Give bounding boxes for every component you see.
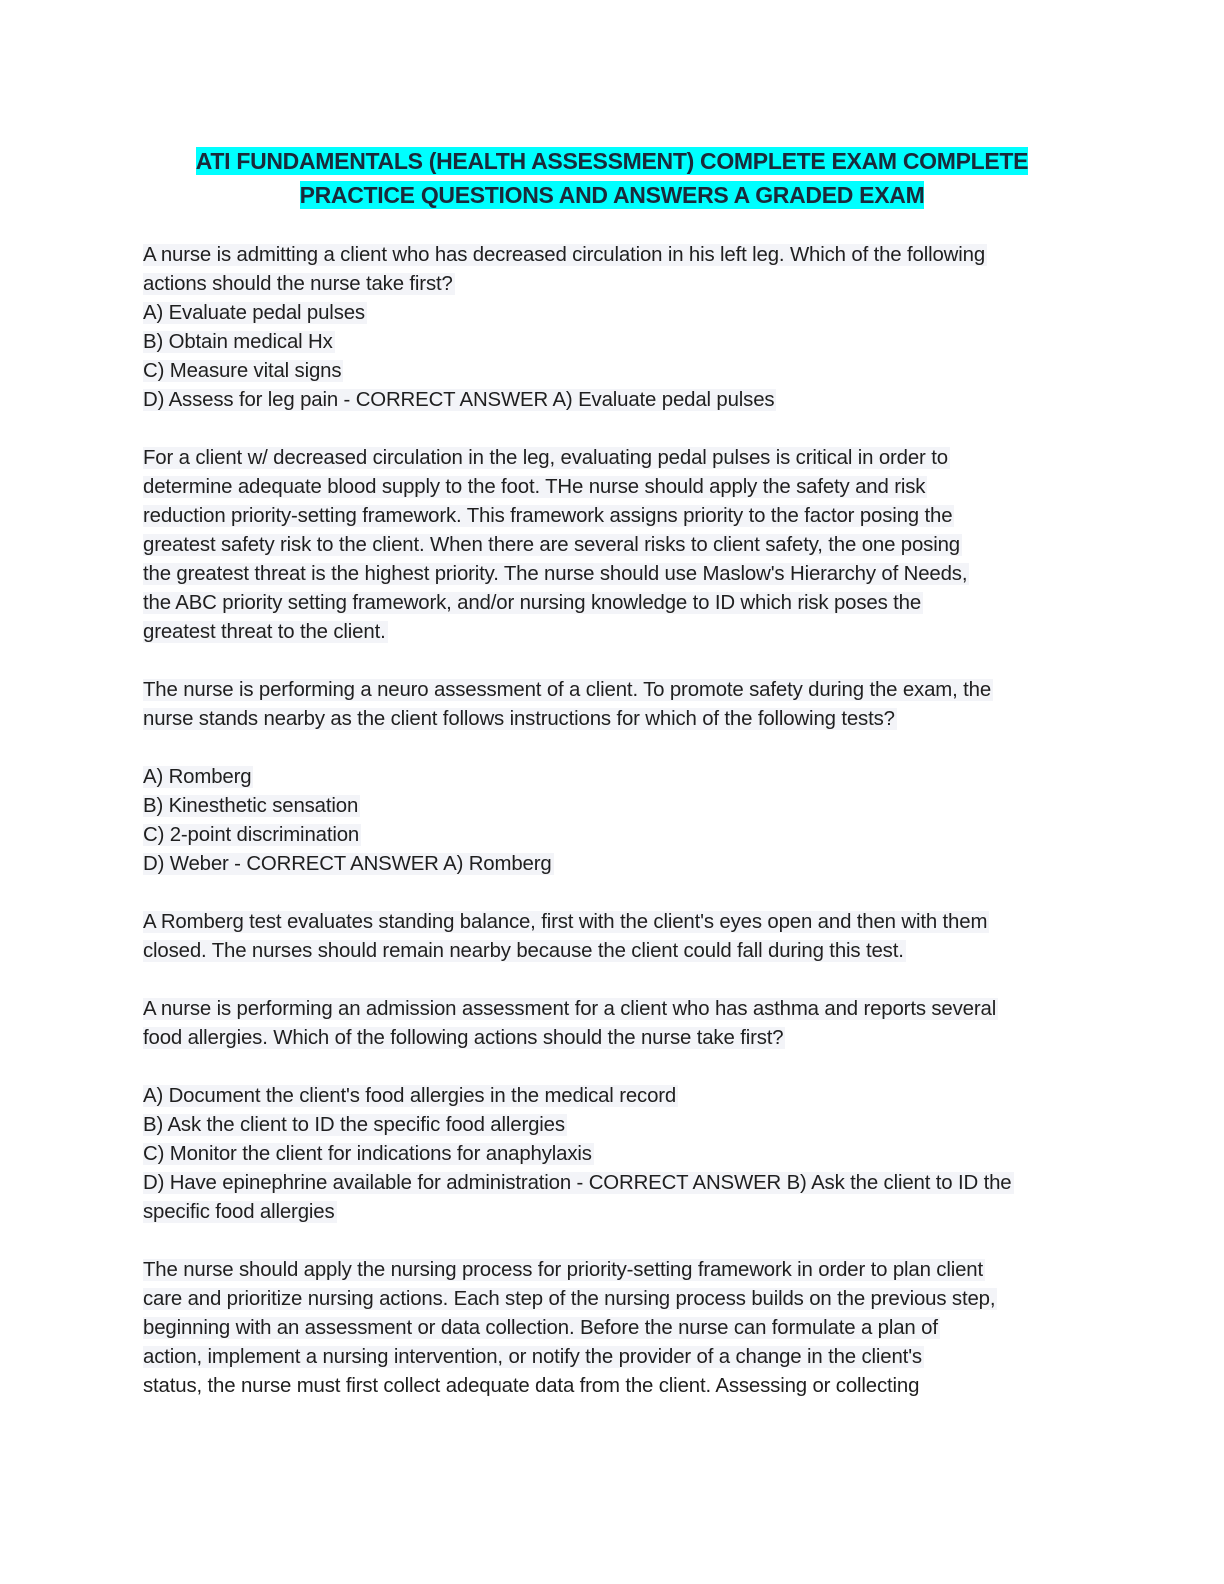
rationale-2 xyxy=(143,908,1083,966)
rationale-line: the ABC priority setting framework, and/or nursing knowledge to ID which risk poses the xyxy=(143,592,922,614)
rationale-line: A Romberg test evaluates standing balance, first with the client's eyes open and then with them xyxy=(143,911,988,933)
answer-option: C) 2-point discrimination xyxy=(143,824,360,846)
answer-option: B) Ask the client to ID the specific food allergies xyxy=(143,1114,565,1136)
rationale-3 xyxy=(143,1256,1083,1401)
question-stem-line: nurse stands nearby as the client follows instructions for which of the following tests? xyxy=(143,708,895,730)
rationale-line: For a client w/ decreased circulation in the leg, evaluating pedal pulses is critical in order to xyxy=(143,447,948,469)
question-stem-line: A nurse is performing an admission assessment for a client who has asthma and reports several xyxy=(143,998,997,1020)
question-1 xyxy=(143,241,1083,415)
question-stem-line: A nurse is admitting a client who has decreased circulation in his left leg. Which of the following xyxy=(143,244,986,266)
rationale-line: status, the nurse must first collect adequate data from the client. Assessing or collecting xyxy=(143,1375,920,1397)
question-stem-line: actions should the nurse take first? xyxy=(143,273,453,295)
rationale-line: reduction priority-setting framework. This framework assigns priority to the factor posing the xyxy=(143,505,953,527)
question-3-stem xyxy=(143,995,1083,1053)
answer-option: A) Document the client's food allergies in the medical record xyxy=(143,1085,677,1107)
rationale-line: care and prioritize nursing actions. Each step of the nursing process builds on the previous step, xyxy=(143,1288,996,1310)
answer-option: C) Measure vital signs xyxy=(143,360,342,382)
rationale-line: beginning with an assessment or data collection. Before the nurse can formulate a plan of xyxy=(143,1317,938,1339)
answer-option: B) Kinesthetic sensation xyxy=(143,795,359,817)
answer-option: A) Evaluate pedal pulses xyxy=(143,302,365,324)
rationale-line: determine adequate blood supply to the foot. THe nurse should apply the safety and risk xyxy=(143,476,926,498)
answer-option: B) Obtain medical Hx xyxy=(143,331,333,353)
rationale-line: the greatest threat is the highest priority. The nurse should use Maslow's Hierarchy of Needs, xyxy=(143,563,968,585)
question-2-stem xyxy=(143,676,1083,734)
answer-option-correct: D) Weber - CORRECT ANSWER A) Romberg xyxy=(143,853,552,875)
rationale-line: The nurse should apply the nursing process for priority-setting framework in order to plan client xyxy=(143,1259,984,1281)
rationale-line: closed. The nurses should remain nearby because the client could fall during this test. xyxy=(143,940,904,962)
rationale-line: action, implement a nursing intervention, or notify the provider of a change in the client's xyxy=(143,1346,922,1368)
rationale-1 xyxy=(143,444,1083,647)
question-stem-line: The nurse is performing a neuro assessment of a client. To promote safety during the exam, the xyxy=(143,679,992,701)
document-body xyxy=(143,241,1083,1430)
question-3-options xyxy=(143,1082,1083,1227)
title-line-2: PRACTICE QUESTIONS AND ANSWERS A GRADED EXAM xyxy=(299,182,925,208)
answer-option: A) Romberg xyxy=(143,766,252,788)
answer-option-correct: D) Have epinephrine available for administration - CORRECT ANSWER B) Ask the client to ID the xyxy=(143,1172,1012,1194)
title-line-1: ATI FUNDAMENTALS (HEALTH ASSESSMENT) COMPLETE EXAM COMPLETE xyxy=(195,148,1029,174)
rationale-line: greatest threat to the client. xyxy=(143,621,386,643)
answer-option-correct-continued: specific food allergies xyxy=(143,1201,335,1223)
question-2-options xyxy=(143,763,1083,879)
answer-option: C) Monitor the client for indications for anaphylaxis xyxy=(143,1143,592,1165)
question-stem-line: food allergies. Which of the following actions should the nurse take first? xyxy=(143,1027,784,1049)
rationale-line: greatest safety risk to the client. When there are several risks to client safety, the one posing xyxy=(143,534,960,556)
answer-option-correct: D) Assess for leg pain - CORRECT ANSWER A) Evaluate pedal pulses xyxy=(143,389,775,411)
page-title xyxy=(120,144,1104,212)
